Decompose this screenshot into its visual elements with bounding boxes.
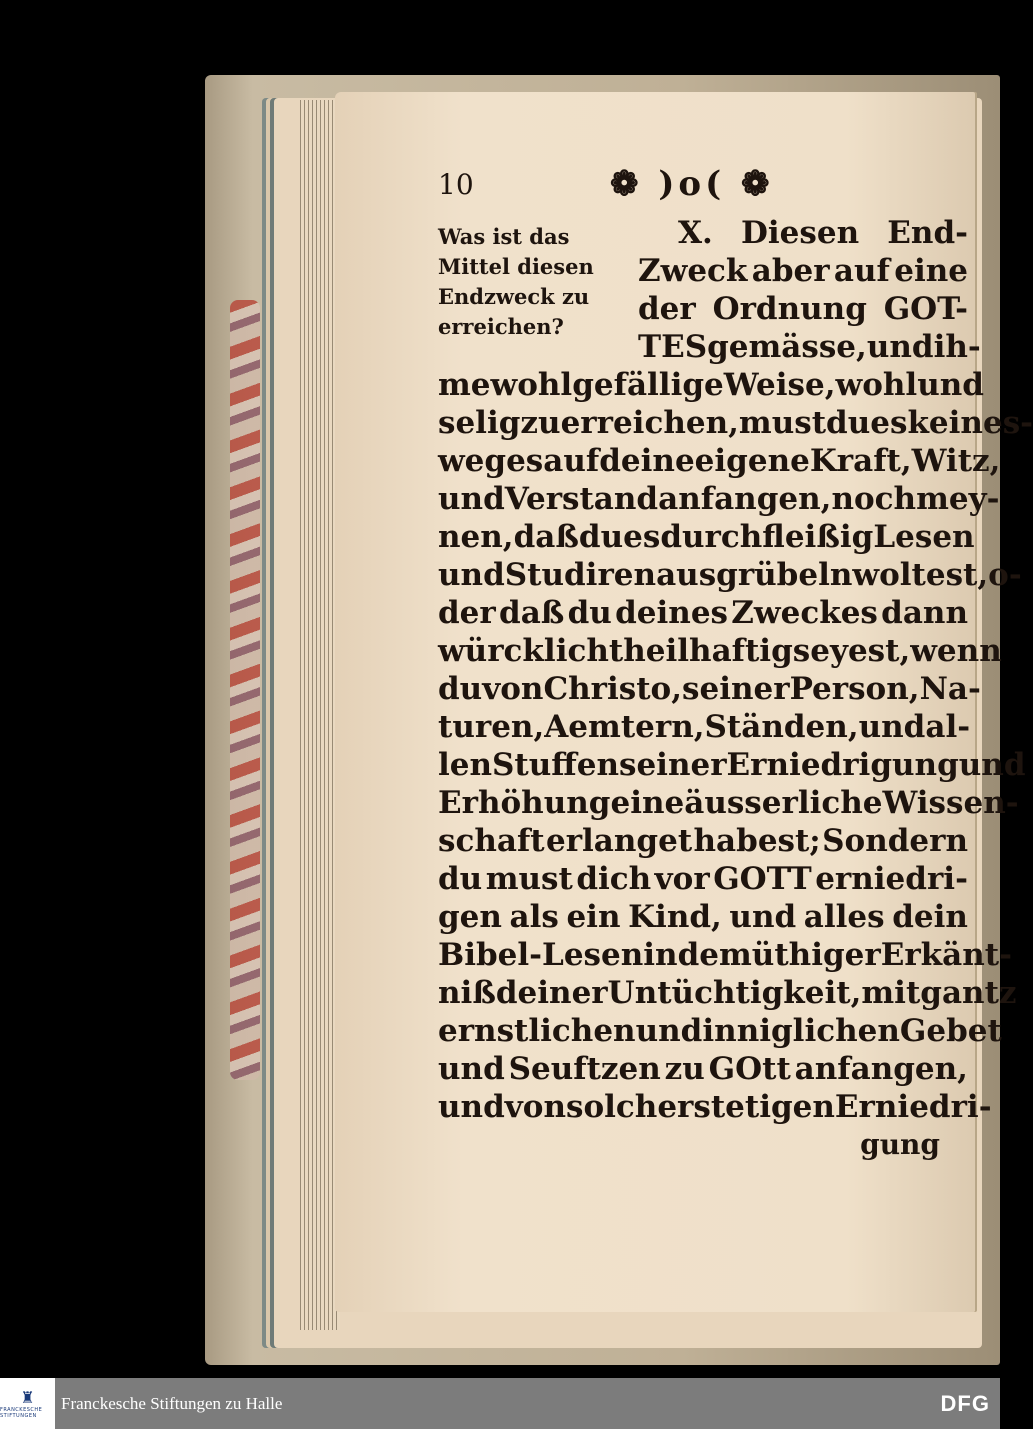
word: du bbox=[438, 671, 483, 707]
text-line bbox=[438, 898, 968, 936]
word: der bbox=[638, 291, 696, 327]
word: wohlgefällige bbox=[490, 367, 724, 403]
word: demüthiger bbox=[677, 937, 881, 973]
text-line bbox=[438, 708, 971, 746]
text-line bbox=[438, 822, 968, 860]
word: du bbox=[826, 405, 871, 441]
text-line bbox=[438, 1012, 1002, 1050]
text-line bbox=[438, 480, 1000, 518]
marginal-line: Was ist das bbox=[438, 224, 570, 249]
word: eigene bbox=[694, 443, 810, 479]
page-leaves bbox=[300, 100, 340, 1330]
word: habest; bbox=[693, 823, 821, 859]
word: Erniedrigung bbox=[726, 747, 959, 783]
logo-text: FRANCKESCHE STIFTUNGEN bbox=[0, 1406, 43, 1419]
word: es bbox=[870, 405, 908, 441]
word: Erniedri- bbox=[834, 1089, 992, 1125]
text-line bbox=[438, 404, 1033, 442]
word: nen, bbox=[438, 519, 514, 555]
word: dein bbox=[892, 899, 968, 935]
word: auf bbox=[833, 253, 890, 289]
funder-logo: DFG bbox=[940, 1390, 990, 1416]
word: gantz bbox=[920, 975, 1017, 1011]
word: Zweckes bbox=[731, 595, 878, 631]
word: erlanget bbox=[545, 823, 693, 859]
text-line bbox=[438, 594, 968, 632]
word: Studiren bbox=[504, 557, 657, 593]
word: len bbox=[438, 747, 493, 783]
word: deines bbox=[615, 595, 729, 631]
text-line bbox=[438, 518, 975, 556]
word: Verstand bbox=[504, 481, 659, 517]
word: und bbox=[635, 1013, 703, 1049]
word: und bbox=[858, 709, 926, 745]
text-line bbox=[438, 936, 1012, 974]
word: Stuffen bbox=[492, 747, 619, 783]
page-text bbox=[438, 160, 1033, 1164]
word: solcher bbox=[566, 1089, 694, 1125]
text-line bbox=[438, 746, 1026, 784]
word: du bbox=[578, 519, 624, 555]
word: must bbox=[738, 405, 827, 441]
word: GOtt bbox=[708, 1051, 791, 1087]
word: erniedri- bbox=[815, 861, 968, 897]
word: alles bbox=[803, 899, 885, 935]
word: ein bbox=[566, 899, 621, 935]
word: Ordnung bbox=[712, 291, 867, 327]
word: X. bbox=[678, 215, 713, 251]
word: und bbox=[729, 899, 797, 935]
word: Kraft, bbox=[809, 443, 912, 479]
word: zu bbox=[664, 1051, 705, 1087]
word: gen bbox=[438, 899, 502, 935]
word: seyest, bbox=[792, 633, 911, 669]
word: und bbox=[438, 1089, 505, 1125]
word: theilhaftig bbox=[608, 633, 793, 669]
word: erreichen, bbox=[560, 405, 739, 441]
word: Lesen bbox=[873, 519, 975, 555]
word: von bbox=[482, 671, 544, 707]
word: wenn bbox=[910, 633, 1002, 669]
word: Kind, bbox=[628, 899, 722, 935]
word: Gebet bbox=[899, 1013, 1002, 1049]
text-line bbox=[438, 784, 1019, 822]
word: Erkänt- bbox=[880, 937, 1012, 973]
word: ernstlichen bbox=[438, 1013, 636, 1049]
word: Zweck bbox=[638, 253, 748, 289]
word: selig bbox=[438, 405, 521, 441]
word: eine bbox=[610, 785, 685, 821]
word: GOT- bbox=[883, 291, 968, 327]
word: daß bbox=[513, 519, 579, 555]
text-line bbox=[438, 1088, 992, 1126]
word: wohl bbox=[835, 367, 918, 403]
word: Witz, bbox=[911, 443, 1001, 479]
catchword: gung bbox=[860, 1128, 940, 1161]
word: zu bbox=[520, 405, 561, 441]
word: weges bbox=[438, 443, 544, 479]
word: inniglichen bbox=[702, 1013, 900, 1049]
word: Christo, bbox=[543, 671, 683, 707]
word: Wissen- bbox=[882, 785, 1019, 821]
marginal-note bbox=[438, 222, 608, 342]
word: eine bbox=[894, 253, 968, 289]
text-line bbox=[438, 556, 1022, 594]
word: du bbox=[438, 861, 483, 897]
word: daß bbox=[499, 595, 565, 631]
body-text bbox=[438, 214, 1033, 1126]
word: Erhöhung bbox=[438, 785, 611, 821]
word: seiner bbox=[682, 671, 790, 707]
word: vor bbox=[654, 861, 710, 897]
word: Na- bbox=[919, 671, 981, 707]
text-line bbox=[438, 670, 981, 708]
word: schaft bbox=[438, 823, 545, 859]
word: äusserliche bbox=[684, 785, 883, 821]
word: must bbox=[485, 861, 573, 897]
text-line bbox=[438, 632, 1002, 670]
logo-icon: ♜ bbox=[20, 1387, 35, 1407]
text-line bbox=[438, 442, 1001, 480]
word: o- bbox=[988, 557, 1022, 593]
word: von bbox=[504, 1089, 566, 1125]
marginal-line: Endzweck zu bbox=[438, 284, 590, 309]
marginal-line: erreichen? bbox=[438, 314, 564, 339]
word: und bbox=[438, 557, 505, 593]
word: ih- bbox=[933, 329, 981, 365]
word: me bbox=[438, 367, 491, 403]
word: du bbox=[567, 595, 612, 631]
word: seiner bbox=[619, 747, 727, 783]
word: Seuftzen bbox=[508, 1051, 661, 1087]
word: in bbox=[643, 937, 678, 973]
word: mit bbox=[861, 975, 921, 1011]
text-line bbox=[438, 366, 984, 404]
word: es bbox=[623, 519, 661, 555]
word: und bbox=[438, 1051, 505, 1087]
marbled-edge bbox=[230, 300, 260, 1080]
word: Aemtern, bbox=[544, 709, 705, 745]
institution-name: Franckesche Stiftungen zu Halle bbox=[61, 1393, 283, 1413]
ornament-glyph: ❁ )o( ❁ bbox=[610, 164, 774, 204]
word: niß bbox=[438, 975, 496, 1011]
word: Ständen, bbox=[704, 709, 859, 745]
text-line bbox=[438, 1050, 968, 1088]
word: Person, bbox=[789, 671, 920, 707]
word: fleißig bbox=[762, 519, 874, 555]
word: woltest, bbox=[852, 557, 989, 593]
word: ausgrübeln bbox=[656, 557, 853, 593]
word: keines- bbox=[907, 405, 1033, 441]
word: aber bbox=[751, 253, 830, 289]
word: würcklich bbox=[438, 633, 609, 669]
footer-bar bbox=[0, 1378, 1000, 1429]
word: Weise, bbox=[723, 367, 836, 403]
word: und bbox=[866, 329, 934, 365]
word: deine bbox=[599, 443, 695, 479]
word: Bibel-Lesen bbox=[438, 937, 644, 973]
word: durch bbox=[660, 519, 763, 555]
running-head bbox=[438, 160, 968, 214]
word: End- bbox=[887, 215, 968, 251]
word: auf bbox=[543, 443, 600, 479]
word: Sondern bbox=[822, 823, 968, 859]
word: als bbox=[509, 899, 559, 935]
word: dann bbox=[881, 595, 968, 631]
word: TES bbox=[638, 329, 708, 365]
word: deiner bbox=[495, 975, 608, 1011]
page-number: 10 bbox=[438, 168, 474, 201]
marginal-line: Mittel diesen bbox=[438, 254, 594, 279]
word: und bbox=[438, 481, 505, 517]
word: turen, bbox=[438, 709, 545, 745]
word: anfangen, bbox=[794, 1051, 968, 1087]
word: und bbox=[917, 367, 984, 403]
text-line bbox=[438, 860, 968, 898]
word: und bbox=[958, 747, 1026, 783]
word: Untüchtigkeit, bbox=[607, 975, 862, 1011]
word: anfangen, bbox=[658, 481, 832, 517]
word: Diesen bbox=[741, 215, 860, 251]
institution-logo bbox=[0, 1378, 55, 1429]
text-line bbox=[438, 974, 1017, 1012]
word: GOTT bbox=[713, 861, 812, 897]
word: der bbox=[438, 595, 496, 631]
word: dich bbox=[576, 861, 652, 897]
word: mey- bbox=[916, 481, 1000, 517]
word: al- bbox=[925, 709, 971, 745]
word: noch bbox=[831, 481, 917, 517]
word: stetigen bbox=[693, 1089, 835, 1125]
word: gemässe, bbox=[707, 329, 867, 365]
